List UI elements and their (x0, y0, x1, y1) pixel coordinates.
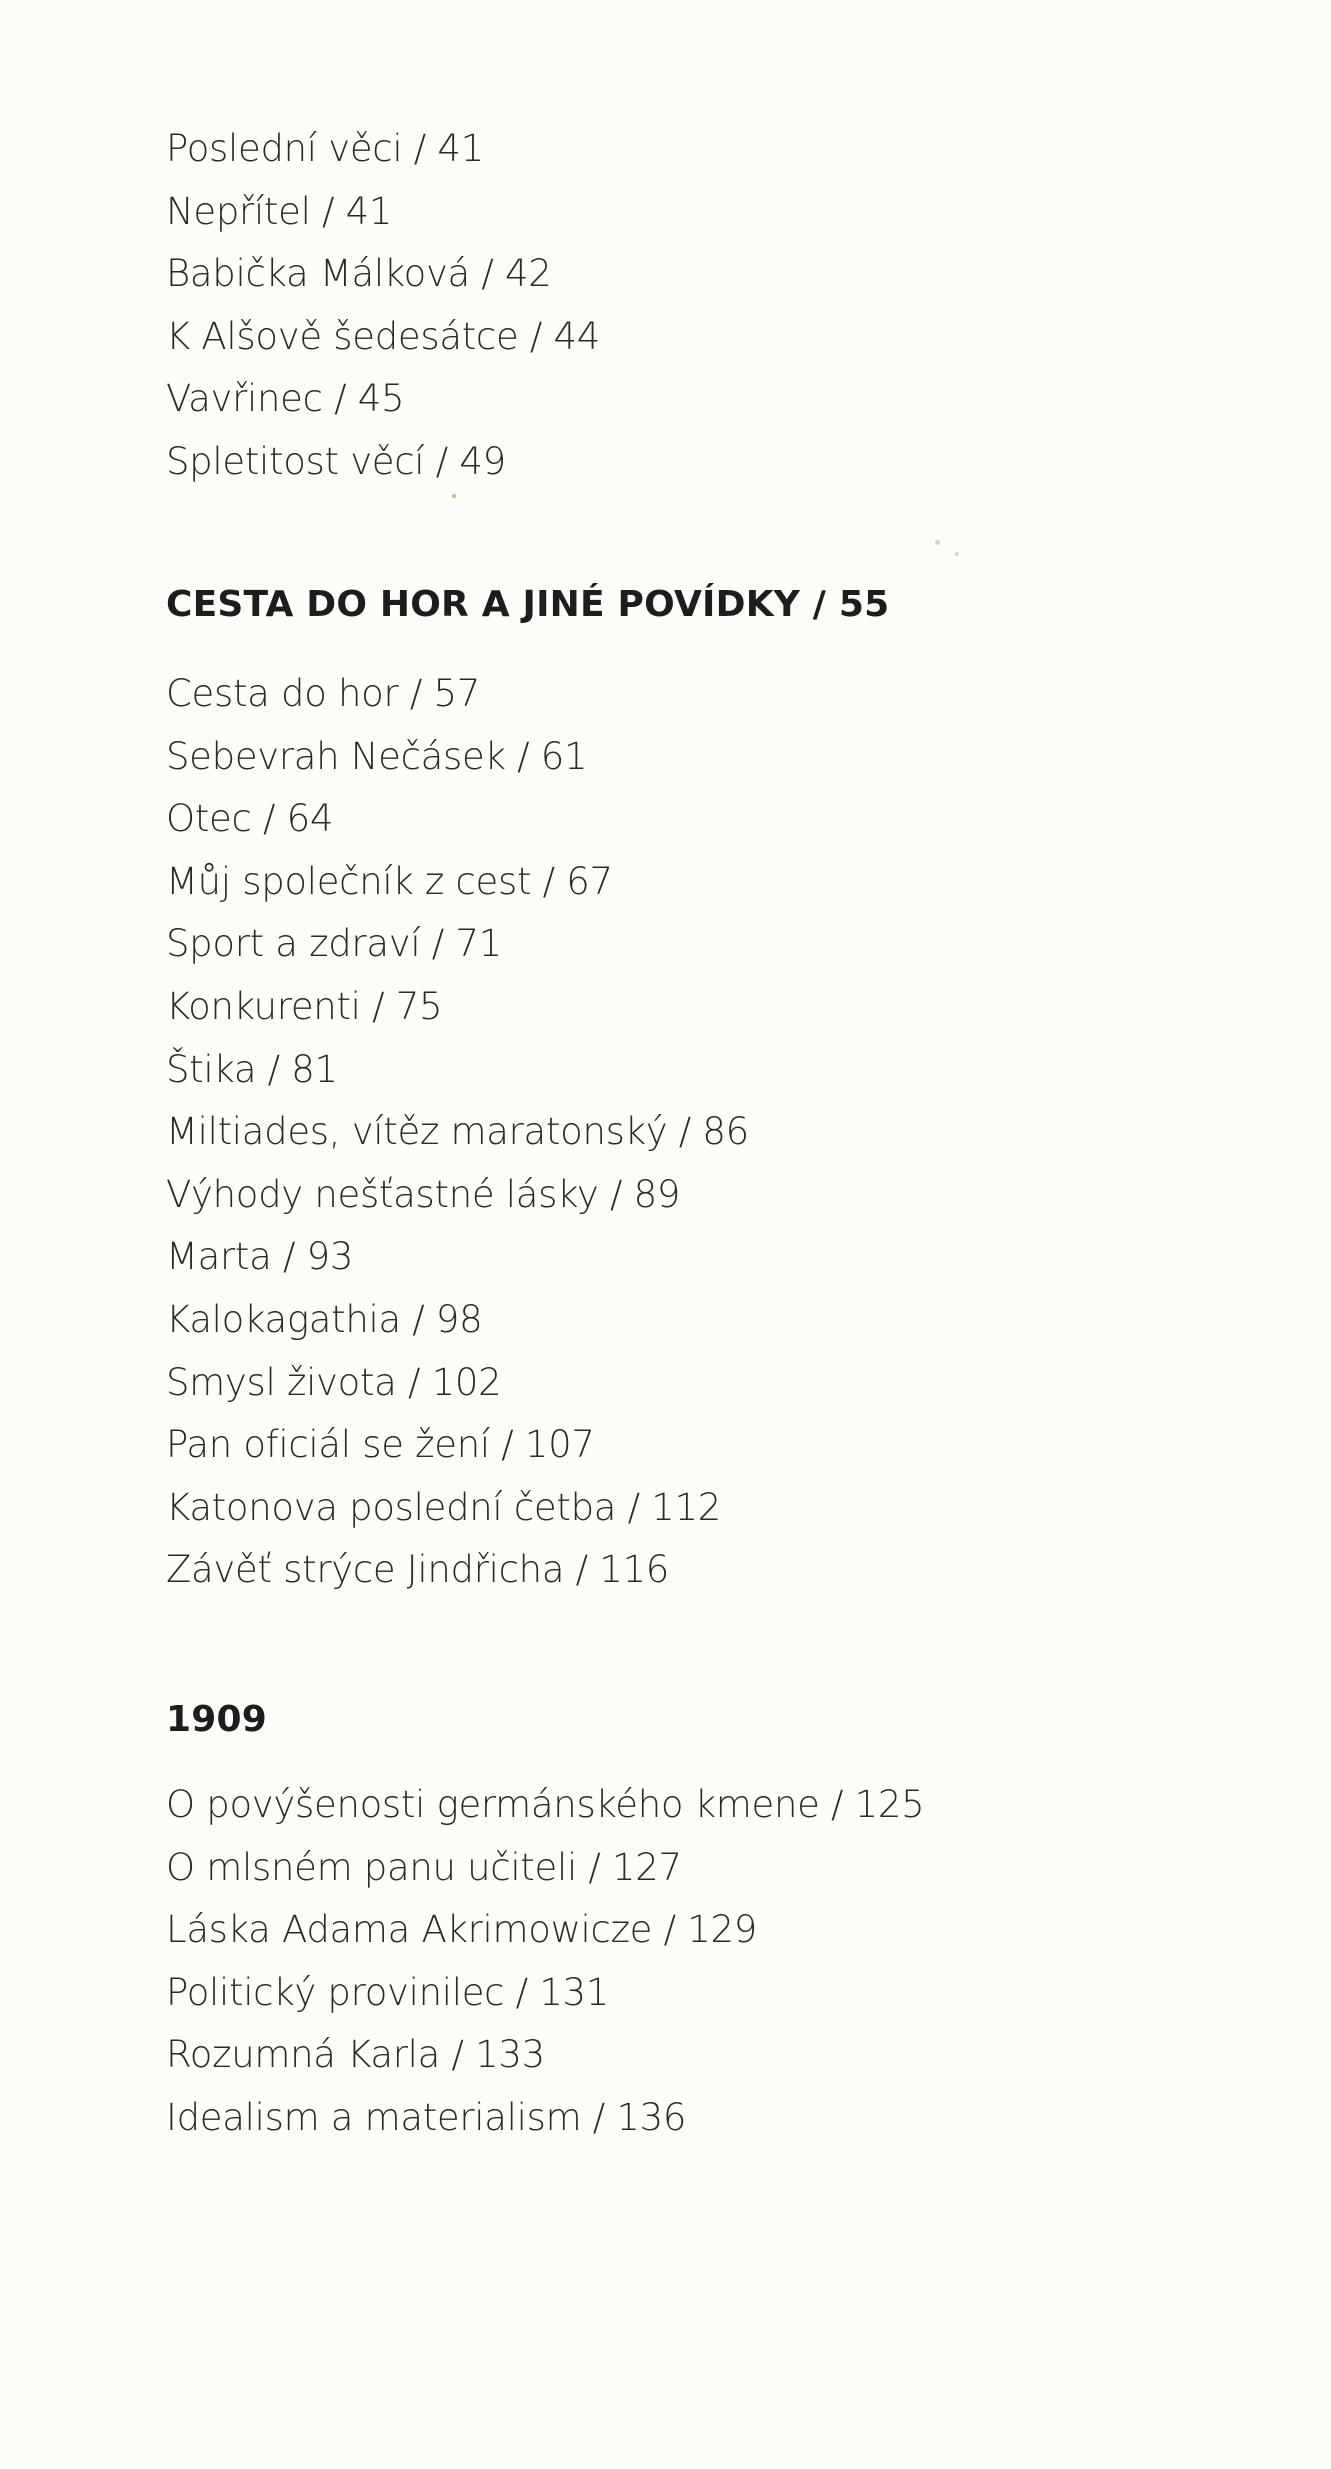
toc-entry: Babička Málková / 42 (166, 252, 552, 296)
section-heading-cesta-do-hor: CESTA DO HOR A JINÉ POVÍDKY / 55 (166, 584, 890, 625)
toc-entry: Štika / 81 (166, 1047, 338, 1091)
paper-speck (955, 552, 959, 556)
toc-entry: Sebevrah Nečásek / 61 (166, 734, 588, 778)
toc-entry: Závěť strýce Jindřicha / 116 (166, 1548, 670, 1592)
toc-entry: Sport a zdraví / 71 (166, 922, 502, 966)
toc-entry: Cesta do hor / 57 (166, 672, 480, 715)
toc-section-1-entries (166, 118, 1166, 494)
toc-entry: Miltiades, vítěz maratonský / 86 (166, 1110, 749, 1154)
toc-entry: Kalokagathia / 98 (166, 1297, 483, 1341)
toc-entry: K Alšově šedesátce / 44 (166, 314, 600, 358)
toc-entry: Smysl života / 102 (166, 1360, 502, 1404)
toc-entry: Marta / 93 (166, 1235, 354, 1279)
paper-speck (935, 540, 940, 545)
toc-entry: Konkurenti / 75 (166, 984, 443, 1028)
toc-entry: Výhody nešťastné lásky / 89 (166, 1172, 681, 1216)
toc-entry: Politický provinilec / 131 (166, 1970, 610, 2014)
toc-entry: Vavřinec / 45 (166, 377, 405, 421)
toc-entry: Spletitost věcí / 49 (166, 439, 506, 483)
paper-speck (452, 494, 456, 498)
toc-entry: Rozumná Karla / 133 (166, 2033, 545, 2077)
toc-entry: Láska Adama Akrimowicze / 129 (166, 1908, 757, 1952)
toc-entry: Nepřítel / 41 (166, 189, 393, 233)
toc-entry: O povýšenosti germánského kmene / 125 (166, 1783, 925, 1826)
toc-entry: Pan oficiál se žení / 107 (166, 1423, 595, 1467)
toc-entry: Katonova poslední četba / 112 (166, 1485, 721, 1529)
section-heading-1909: 1909 (166, 1699, 267, 1740)
toc-section-2-entries (166, 663, 1166, 1602)
toc-entry: Otec / 64 (166, 797, 334, 841)
toc-section-3-entries (166, 1774, 1166, 2150)
toc-entry: Idealism a materialism / 136 (166, 2095, 687, 2139)
toc-entry: Poslední věci / 41 (166, 127, 484, 170)
toc-entry: O mlsném panu učiteli / 127 (166, 1845, 682, 1889)
toc-entry: Můj společník z cest / 67 (166, 859, 613, 903)
